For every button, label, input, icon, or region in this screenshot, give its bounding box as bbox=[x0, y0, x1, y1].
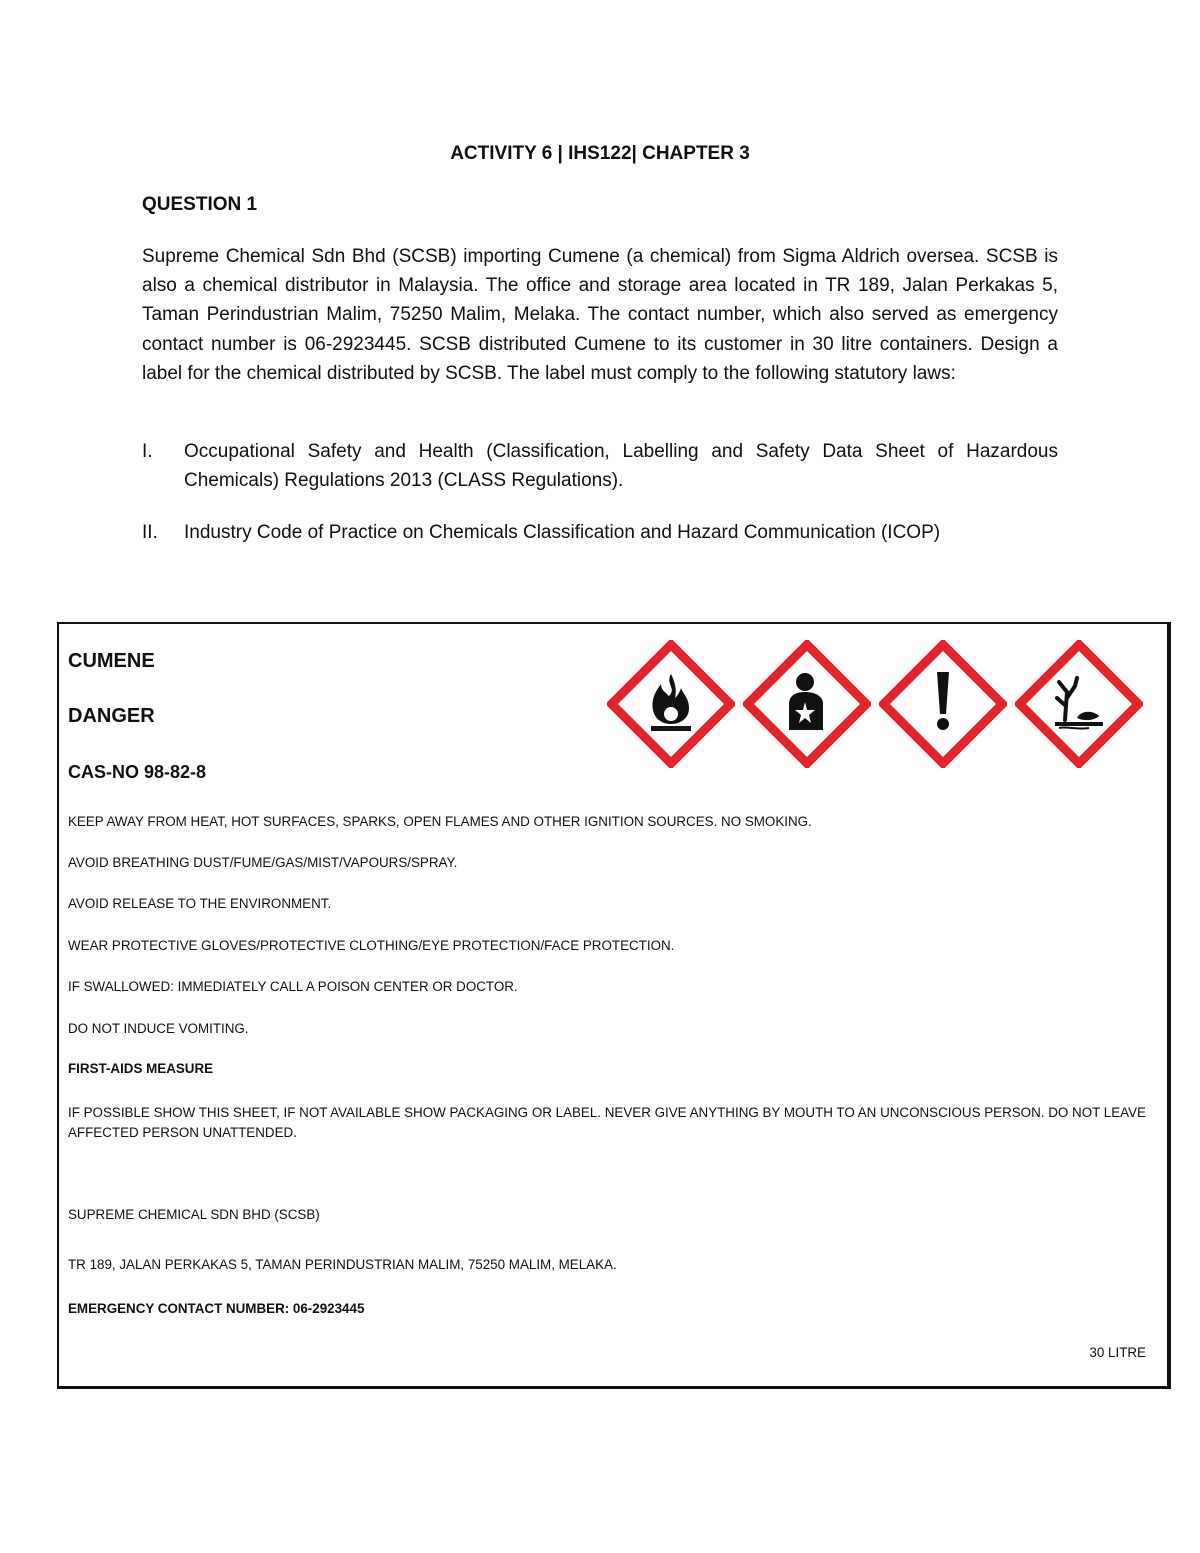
signal-word: DANGER bbox=[68, 705, 155, 727]
chemical-label bbox=[57, 622, 1171, 1389]
law-text: Industry Code of Practice on Chemicals Classification and Hazard Communication (ICOP) bbox=[184, 522, 941, 543]
flame-icon bbox=[607, 640, 735, 768]
precautionary-statement: AVOID RELEASE TO THE ENVIRONMENT. bbox=[68, 896, 332, 911]
environment-icon bbox=[1015, 640, 1143, 768]
precautionary-statement: KEEP AWAY FROM HEAT, HOT SURFACES, SPARKS, OPEN FLAMES AND OTHER IGNITION SOURCES. NO SMOKING. bbox=[68, 814, 812, 829]
product-name: CUMENE bbox=[68, 650, 155, 672]
law-numeral: I. bbox=[142, 441, 153, 462]
precautionary-statement: IF SWALLOWED: IMMEDIATELY CALL A POISON CENTER OR DOCTOR. bbox=[68, 979, 518, 994]
precautionary-statement: WEAR PROTECTIVE GLOVES/PROTECTIVE CLOTHING/EYE PROTECTION/FACE PROTECTION. bbox=[68, 938, 675, 953]
precautionary-statement: DO NOT INDUCE VOMITING. bbox=[68, 1021, 249, 1036]
exclamation-mark-icon bbox=[879, 640, 1007, 768]
law-item-1 bbox=[142, 437, 1058, 495]
question-heading: QUESTION 1 bbox=[142, 194, 258, 215]
question-body: Supreme Chemical Sdn Bhd (SCSB) importing Cumene (a chemical) from Sigma Aldrich oversea. SCSB is also a chemical distributor in Malaysia. The office and storage area located in TR 189, Jalan Perkakas 5, Taman Perindustrian Malim, 75250 Malim, Melaka. The contact number, which also served as emergency contact number is 06-2923445. SCSB distributed Cumene to its customer in 30 litre containers. Design a label for the chemical distributed by SCSB. The label must comply to the following statutory laws: bbox=[142, 246, 1058, 384]
ghs-pictograms bbox=[607, 640, 1147, 768]
first-aid-text: IF POSSIBLE SHOW THIS SHEET, IF NOT AVAILABLE SHOW PACKAGING OR LABEL. NEVER GIVE ANYTHING BY MOUTH TO AN UNCONSCIOUS PERSON. DO NOT LEAVE AFFECTED PERSON UNATTENDED. bbox=[68, 1105, 1146, 1140]
law-text: Occupational Safety and Health (Classification, Labelling and Safety Data Sheet of Hazardous Chemicals) Regulations 2013 (CLASS Regulations). bbox=[184, 441, 1058, 491]
law-item-2 bbox=[142, 518, 1058, 547]
emergency-contact: EMERGENCY CONTACT NUMBER: 06-2923445 bbox=[68, 1301, 365, 1316]
cas-number: CAS-NO 98-82-8 bbox=[68, 762, 207, 782]
precautionary-statement: AVOID BREATHING DUST/FUME/GAS/MIST/VAPOURS/SPRAY. bbox=[68, 855, 458, 870]
quantity: 30 LITRE bbox=[1089, 1345, 1146, 1360]
supplier-name: SUPREME CHEMICAL SDN BHD (SCSB) bbox=[68, 1207, 320, 1222]
document-title: ACTIVITY 6 | IHS122| CHAPTER 3 bbox=[450, 143, 750, 164]
first-aid-heading: FIRST-AIDS MEASURE bbox=[68, 1061, 214, 1076]
supplier-address: TR 189, JALAN PERKAKAS 5, TAMAN PERINDUSTRIAN MALIM, 75250 MALIM, MELAKA. bbox=[68, 1257, 617, 1272]
health-hazard-icon bbox=[743, 640, 871, 768]
law-numeral: II. bbox=[142, 522, 158, 543]
